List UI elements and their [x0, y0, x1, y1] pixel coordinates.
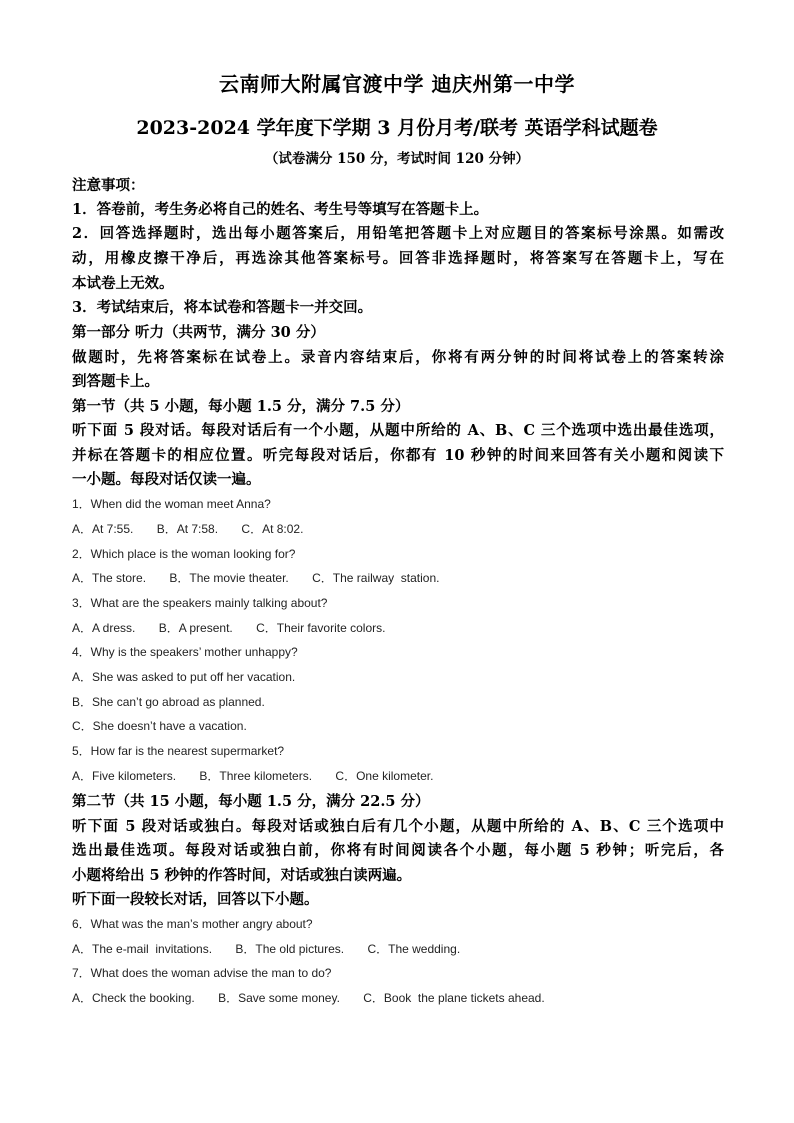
- question-5: 5．How far is the nearest supermarket?: [72, 744, 285, 758]
- section1-intro-line-1: 听下面 5 段对话。每段对话后有一个小题，从题中所给的 A、B、C 三个选项中选出最佳选项，: [72, 422, 724, 439]
- question-6: 6．What was the man’s mother angry about?: [72, 917, 313, 931]
- note-item-2-line-1: 2．回答选择题时，选出每小题答案后，用铅笔把答题卡上对应题目的答案标号涂黑。如需改: [72, 225, 724, 242]
- part1-intro-line-1: 做题时，先将答案标在试卷上。录音内容结束后，你将有两分钟的时间将试卷上的答案转涂: [72, 349, 724, 366]
- section1-intro-line-3: 一小题。每段对话仅读一遍。: [72, 471, 261, 488]
- note-item-3: 3．考试结束后，将本试卷和答题卡一并交回。: [72, 299, 373, 316]
- note-item-2-line-2: 动，用橡皮擦干净后，再选涂其他答案标号。回答非选择题时，将答案写在答题卡上，写在: [72, 250, 724, 267]
- exam-title: 2023-2024 学年度下学期 3 月份月考/联考 英语学科试题卷: [136, 117, 658, 139]
- section1-heading: 第一节（共 5 小题，每小题 1.5 分，满分 7.5 分）: [72, 398, 410, 415]
- question-1: 1．When did the woman meet Anna?: [72, 497, 271, 511]
- question-7: 7．What does the woman advise the man to do?: [72, 966, 332, 980]
- question-2-options: A．The store. B．The movie theater. C．The railway station.: [72, 571, 440, 585]
- part1-heading: 第一部分 听力（共两节，满分 30 分）: [72, 324, 325, 341]
- note-item-2-line-3: 本试卷上无效。: [72, 275, 174, 292]
- question-4-option-b: B．She can’t go abroad as planned.: [72, 695, 265, 709]
- question-6-options: A．The e-mail invitations. B．The old pictures. C．The wedding.: [72, 942, 461, 956]
- question-3: 3．What are the speakers mainly talking about?: [72, 596, 328, 610]
- section2-intro-line-3: 小题将给出 5 秒钟的作答时间，对话或独白读两遍。: [72, 867, 412, 884]
- question-3-options: A．A dress. B．A present. C．Their favorite colors.: [72, 621, 386, 635]
- section2-intro-line-1: 听下面 5 段对话或独白。每段对话或独白后有几个小题，从题中所给的 A、B、C 三个选项中: [72, 818, 724, 835]
- section2-instruction: 听下面一段较长对话，回答以下小题。: [72, 891, 319, 908]
- question-5-options: A．Five kilometers. B．Three kilometers. C．One kilometer.: [72, 769, 434, 783]
- section2-heading: 第二节（共 15 小题，每小题 1.5 分，满分 22.5 分）: [72, 793, 430, 810]
- section2-intro-line-2: 选出最佳选项。每段对话或独白前，你将有时间阅读各个小题，每小题 5 秒钟；听完后，各: [72, 842, 724, 859]
- question-1-options: A．At 7:55. B．At 7:58. C．At 8:02.: [72, 522, 304, 536]
- section1-intro-line-2: 并标在答题卡的相应位置。听完每段对话后，你都有 10 秒钟的时间来回答有关小题和阅读下: [72, 447, 724, 464]
- notes-heading: 注意事项：: [72, 177, 145, 194]
- question-4: 4．Why is the speakers’ mother unhappy?: [72, 645, 298, 659]
- question-7-options: A．Check the booking. B．Save some money. C．Book the plane tickets ahead.: [72, 991, 545, 1005]
- exam-subtitle: （试卷满分 150 分，考试时间 120 分钟）: [264, 151, 530, 167]
- question-4-option-a: A．She was asked to put off her vacation.: [72, 670, 296, 684]
- note-item-1: 1．答卷前，考生务必将自己的姓名、考生号等填写在答题卡上。: [72, 201, 489, 218]
- question-4-option-c: C．She doesn’t have a vacation.: [72, 719, 247, 733]
- question-2: 2．Which place is the woman looking for?: [72, 547, 296, 561]
- part1-intro-line-2: 到答题卡上。: [72, 373, 159, 390]
- school-title: 云南师大附属官渡中学 迪庆州第一中学: [219, 72, 575, 96]
